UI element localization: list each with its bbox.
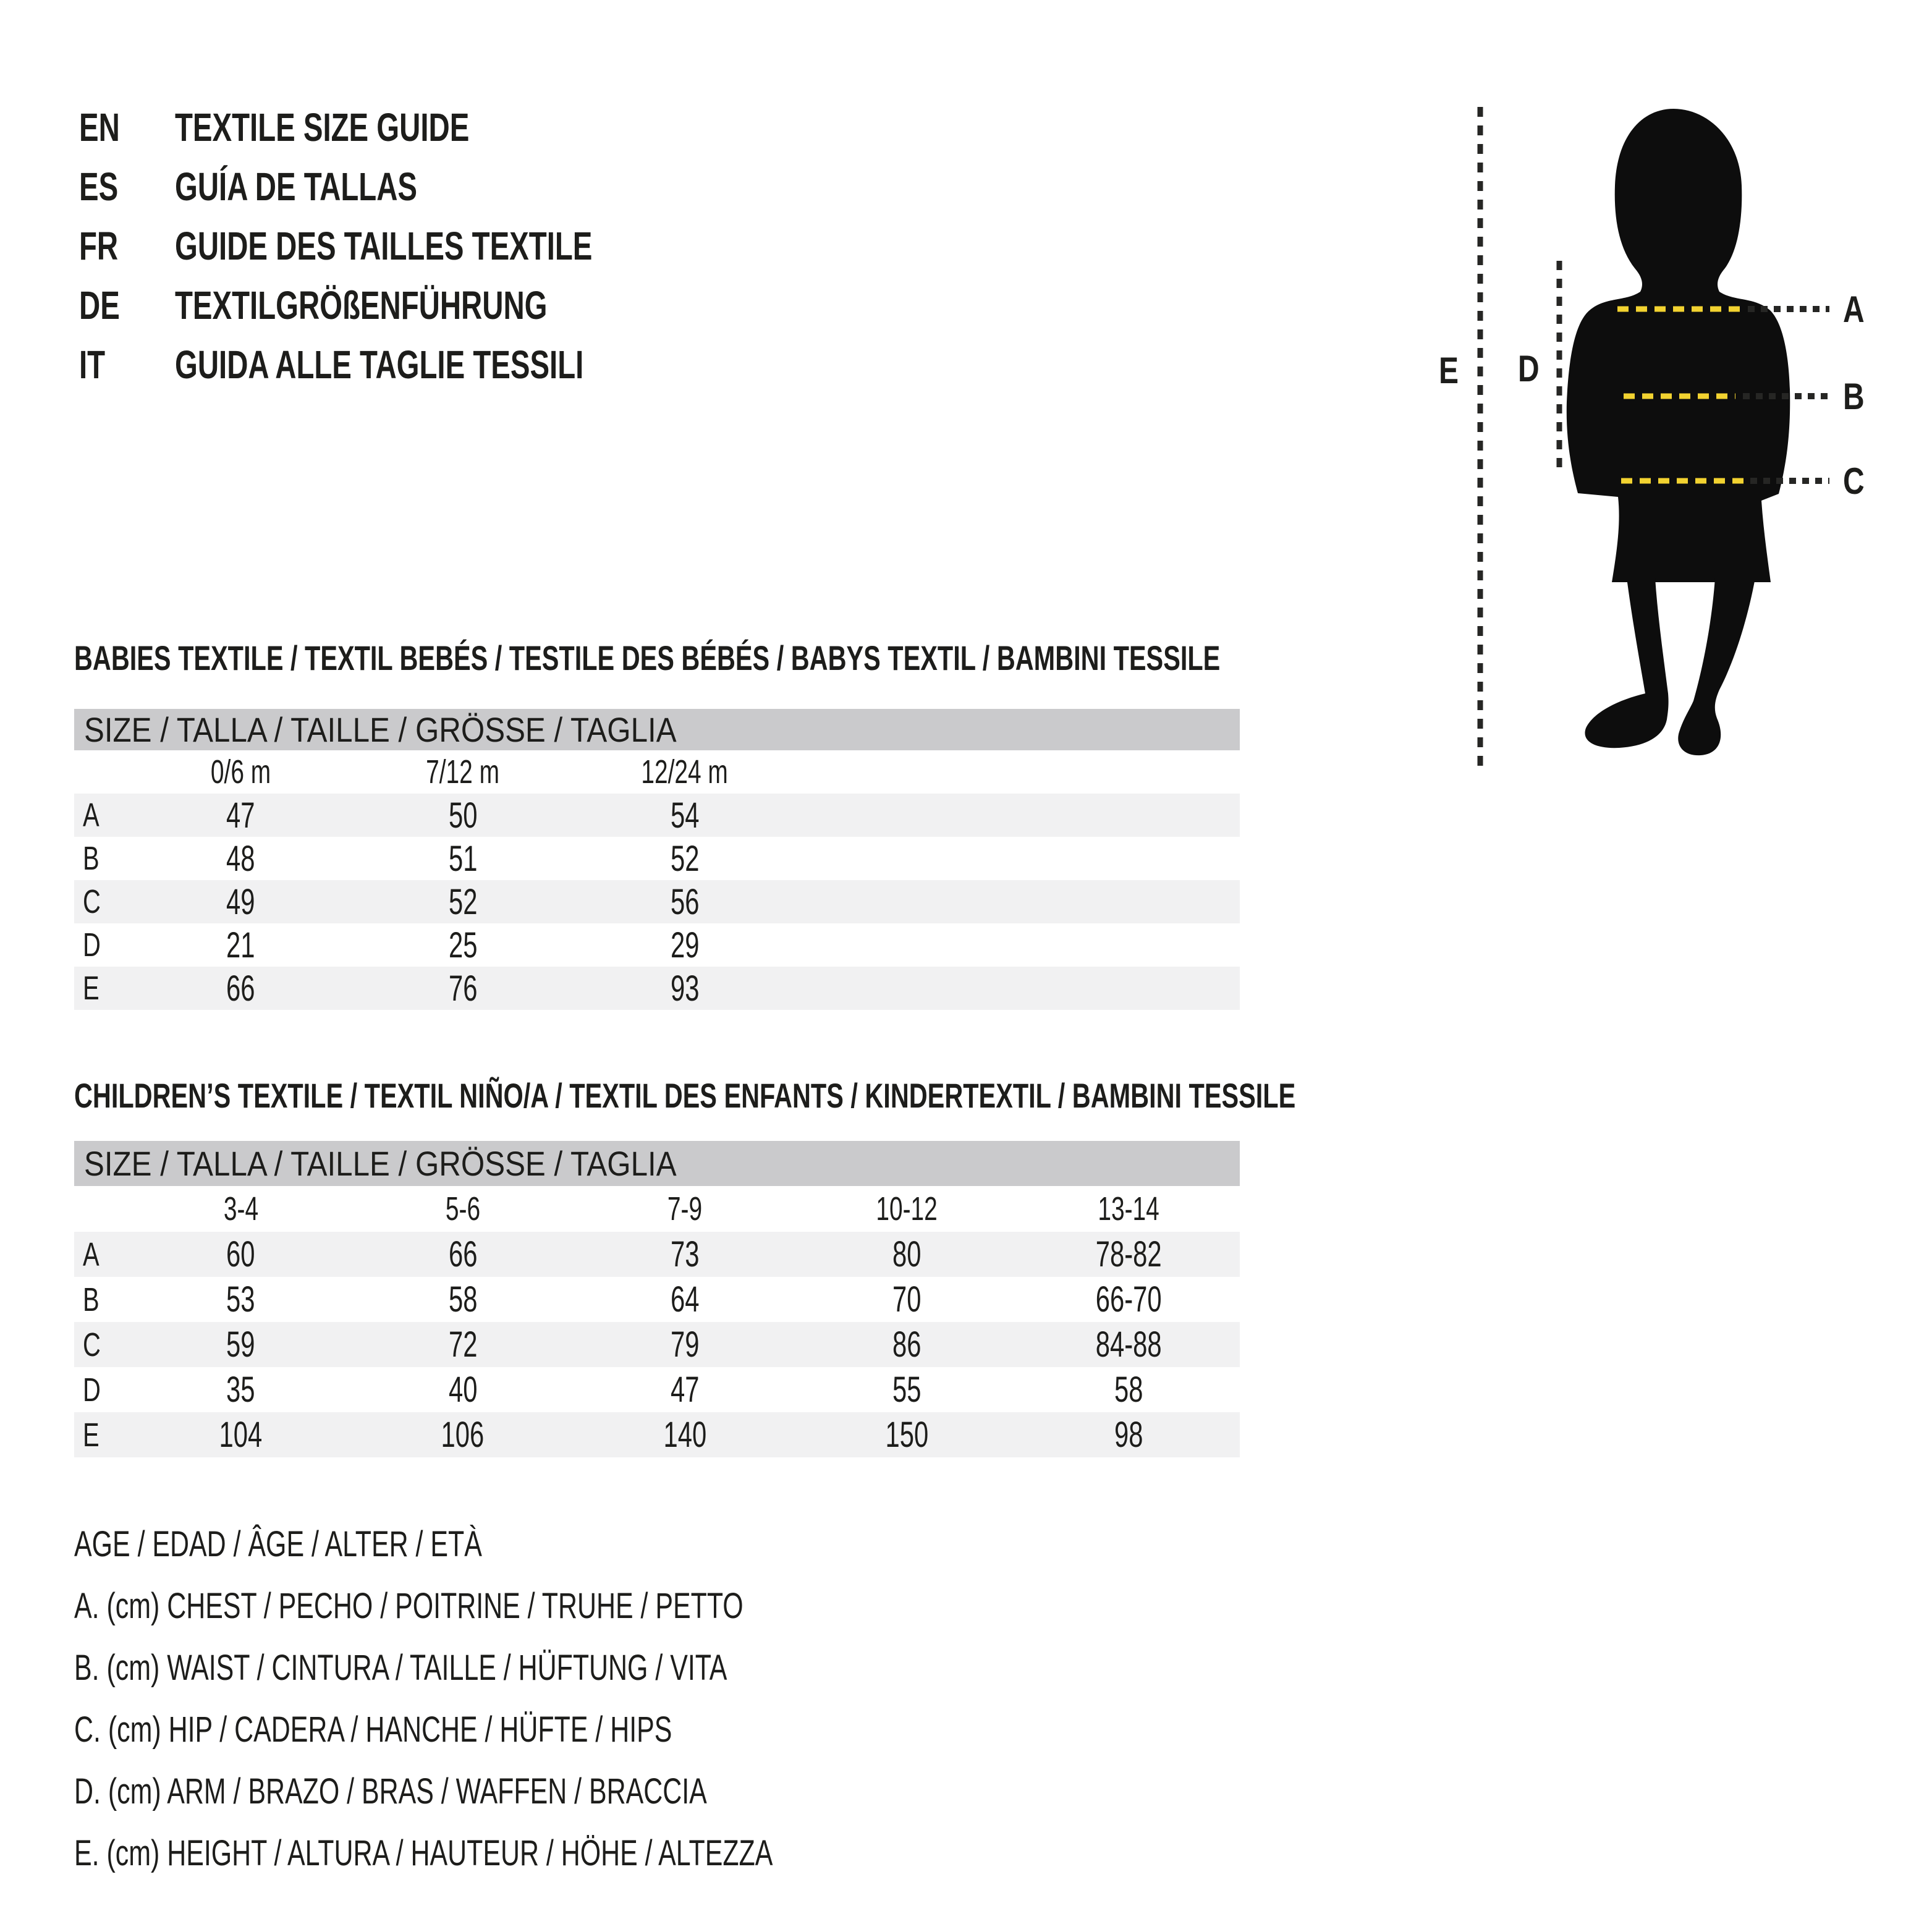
table-cell-value: 48 <box>226 838 255 879</box>
column-header-cell <box>796 1190 1018 1228</box>
language-row <box>79 276 739 335</box>
table-cell <box>130 1414 352 1455</box>
table-cell-value: 64 <box>670 1279 700 1320</box>
table-cell <box>1018 1234 1240 1275</box>
table-cell <box>574 1414 795 1455</box>
figure-label-b: B <box>1843 375 1865 418</box>
figure-label-c: C <box>1843 460 1865 502</box>
table-cell-value: 66-70 <box>1095 1279 1162 1320</box>
column-header-cell <box>352 753 574 791</box>
language-code: IT <box>79 342 106 387</box>
table-cell <box>352 881 574 923</box>
size-header-label: SIZE / TALLA / TAILLE / GRÖSSE / TAGLIA <box>84 1144 677 1183</box>
table-cell <box>1018 1279 1240 1320</box>
table-cell-value: 47 <box>226 795 255 836</box>
table-cell-value: 50 <box>448 795 478 836</box>
row-label-text: A <box>83 1235 100 1273</box>
column-header-label: 10-12 <box>876 1190 938 1227</box>
column-header-label: 7/12 m <box>426 753 500 790</box>
table-cell-value: 79 <box>670 1324 700 1365</box>
row-label-text: C <box>83 1326 101 1363</box>
table-cell <box>130 925 352 966</box>
language-code: ES <box>79 164 119 209</box>
table-cell <box>796 1324 1018 1365</box>
column-header-cell <box>1018 1190 1240 1228</box>
language-title: TEXTILGRÖßENFÜHRUNG <box>175 283 548 328</box>
row-label <box>74 926 130 964</box>
table-cell-value: 29 <box>670 925 700 965</box>
table-cell-value: 58 <box>448 1279 478 1320</box>
table-cell <box>352 925 574 966</box>
legend-line-height: E. (cm) HEIGHT / ALTURA / HAUTEUR / HÖHE / ALTEZZA <box>74 1832 773 1873</box>
children-section-title: CHILDREN’S TEXTILE / TEXTIL NIÑO/A / TEXTIL DES ENFANTS / KINDERTEXTIL / BAMBINI TESSILE <box>74 1076 1296 1115</box>
row-label <box>74 1371 130 1409</box>
table-cell <box>130 795 352 836</box>
language-title: TEXTILE SIZE GUIDE <box>175 105 470 150</box>
row-label-text: B <box>83 840 100 877</box>
row-label-text: D <box>83 1371 101 1409</box>
table-cell-value: 52 <box>448 881 478 922</box>
table-cell <box>352 1279 574 1320</box>
column-header-cell <box>352 1190 574 1228</box>
table-cell <box>796 1234 1018 1275</box>
language-row <box>79 98 739 157</box>
table-cell-value: 70 <box>892 1279 922 1320</box>
table-cell-value: 84-88 <box>1095 1324 1162 1365</box>
column-header-row <box>74 750 1240 794</box>
language-row <box>79 216 739 276</box>
table-cell-value: 80 <box>892 1234 922 1274</box>
table-cell-value: 104 <box>219 1415 263 1455</box>
measurement-legend <box>74 1513 1019 1884</box>
table-row <box>74 837 1240 880</box>
table-cell <box>130 968 352 1009</box>
language-title-list <box>79 98 739 394</box>
table-cell <box>130 881 352 923</box>
column-header-label: 5-6 <box>445 1190 480 1227</box>
row-label <box>74 1416 130 1454</box>
table-cell <box>574 968 795 1009</box>
row-label <box>74 883 130 921</box>
children-table <box>74 1141 1240 1457</box>
table-row <box>74 1412 1240 1457</box>
table-cell-value: 93 <box>670 968 700 1009</box>
table-cell-value: 98 <box>1114 1415 1143 1455</box>
language-code: FR <box>79 224 119 268</box>
column-header-label: 13-14 <box>1098 1190 1160 1227</box>
row-label-text: D <box>83 926 101 964</box>
table-cell <box>352 1324 574 1365</box>
language-title: GUIDA ALLE TAGLIE TESSILI <box>175 342 584 387</box>
language-code: EN <box>79 105 120 150</box>
table-row <box>74 967 1240 1010</box>
table-cell-value: 66 <box>226 968 255 1009</box>
table-cell <box>352 1234 574 1275</box>
table-cell-value: 47 <box>670 1370 700 1410</box>
row-label-text: E <box>83 1416 100 1454</box>
table-cell <box>130 1279 352 1320</box>
column-header-label: 12/24 m <box>641 753 729 790</box>
table-row <box>74 1277 1240 1322</box>
row-label <box>74 1326 130 1364</box>
column-header-label: 7-9 <box>667 1190 703 1227</box>
table-cell <box>574 795 795 836</box>
table-cell <box>130 1324 352 1365</box>
table-cell-value: 51 <box>448 838 478 879</box>
table-row <box>74 1322 1240 1367</box>
table-cell <box>1018 1369 1240 1410</box>
size-header-label: SIZE / TALLA / TAILLE / GRÖSSE / TAGLIA <box>84 710 677 749</box>
table-cell-value: 78-82 <box>1095 1234 1162 1274</box>
size-header-bar <box>74 709 1240 750</box>
table-cell-value: 72 <box>448 1324 478 1365</box>
column-header-label: 3-4 <box>223 1190 258 1227</box>
column-header-cell <box>574 753 795 791</box>
table-row <box>74 923 1240 967</box>
table-row <box>74 1232 1240 1277</box>
table-cell <box>352 1369 574 1410</box>
table-cell-value: 86 <box>892 1324 922 1365</box>
figure-label-a: A <box>1843 288 1865 331</box>
figure-label-e: E <box>1439 349 1459 392</box>
table-cell-value: 55 <box>892 1370 922 1410</box>
table-cell-value: 73 <box>670 1234 700 1274</box>
legend-line-waist: B. (cm) WAIST / CINTURA / TAILLE / HÜFTUNG / VITA <box>74 1647 727 1688</box>
column-header-cell <box>130 1190 352 1228</box>
table-cell <box>130 1369 352 1410</box>
table-cell-value: 21 <box>226 925 255 965</box>
table-cell <box>574 925 795 966</box>
silhouette-body <box>1567 109 1790 582</box>
row-label <box>74 1281 130 1319</box>
table-cell-value: 54 <box>670 795 700 836</box>
language-title: GUÍA DE TALLAS <box>175 164 418 209</box>
size-header-bar <box>74 1141 1240 1186</box>
column-header-cell <box>130 753 352 791</box>
legend-line-arm: D. (cm) ARM / BRAZO / BRAS / WAFFEN / BRACCIA <box>74 1771 707 1811</box>
table-cell-value: 52 <box>670 838 700 879</box>
row-label-text: A <box>83 797 100 834</box>
row-label <box>74 796 130 834</box>
table-cell <box>574 1324 795 1365</box>
table-cell <box>574 1279 795 1320</box>
silhouette-back-leg <box>1678 578 1755 755</box>
column-header-row <box>74 1186 1240 1232</box>
table-cell <box>352 1414 574 1455</box>
column-header-label: 0/6 m <box>210 753 271 790</box>
table-cell <box>574 1234 795 1275</box>
babies-table <box>74 709 1240 1010</box>
row-label <box>74 839 130 878</box>
table-cell <box>1018 1324 1240 1365</box>
table-cell-value: 66 <box>448 1234 478 1274</box>
table-cell <box>130 838 352 879</box>
table-row <box>74 794 1240 837</box>
row-label <box>74 1235 130 1274</box>
table-cell-value: 49 <box>226 881 255 922</box>
language-row <box>79 335 739 394</box>
table-cell-value: 106 <box>441 1415 485 1455</box>
table-cell-value: 59 <box>226 1324 255 1365</box>
table-cell <box>574 1369 795 1410</box>
table-cell <box>352 795 574 836</box>
legend-line-chest: A. (cm) CHEST / PECHO / POITRINE / TRUHE / PETTO <box>74 1585 744 1626</box>
table-cell-value: 60 <box>226 1234 255 1274</box>
table-cell <box>130 1234 352 1275</box>
table-cell-value: 58 <box>1114 1370 1143 1410</box>
language-title: GUIDE DES TAILLES TEXTILE <box>175 224 593 268</box>
table-cell-value: 56 <box>670 881 700 922</box>
table-cell <box>352 968 574 1009</box>
table-row <box>74 880 1240 923</box>
babies-section-title: BABIES TEXTILE / TEXTIL BEBÉS / TESTILE DES BÉBÉS / BABYS TEXTIL / BAMBINI TESSILE <box>74 638 1221 677</box>
table-cell-value: 40 <box>448 1370 478 1410</box>
table-cell-value: 25 <box>448 925 478 965</box>
row-label-text: B <box>83 1281 100 1318</box>
table-cell <box>352 838 574 879</box>
table-cell-value: 53 <box>226 1279 255 1320</box>
table-cell <box>796 1279 1018 1320</box>
table-cell-value: 140 <box>663 1415 706 1455</box>
table-cell <box>1018 1414 1240 1455</box>
table-cell <box>796 1414 1018 1455</box>
table-row <box>74 1367 1240 1412</box>
row-label-text: E <box>83 970 100 1007</box>
table-cell-value: 150 <box>885 1415 929 1455</box>
table-cell <box>796 1369 1018 1410</box>
table-cell <box>574 838 795 879</box>
language-row <box>79 157 739 216</box>
column-header-cell <box>574 1190 795 1228</box>
table-cell-value: 76 <box>448 968 478 1009</box>
figure-label-d: D <box>1518 347 1540 390</box>
table-cell-value: 35 <box>226 1370 255 1410</box>
row-label <box>74 969 130 1007</box>
legend-line-hip: C. (cm) HIP / CADERA / HANCHE / HÜFTE / HIPS <box>74 1709 672 1750</box>
table-cell <box>574 881 795 923</box>
legend-line-age: AGE / EDAD / ÂGE / ALTER / ETÀ <box>74 1523 482 1564</box>
row-label-text: C <box>83 883 101 920</box>
language-code: DE <box>79 283 120 328</box>
